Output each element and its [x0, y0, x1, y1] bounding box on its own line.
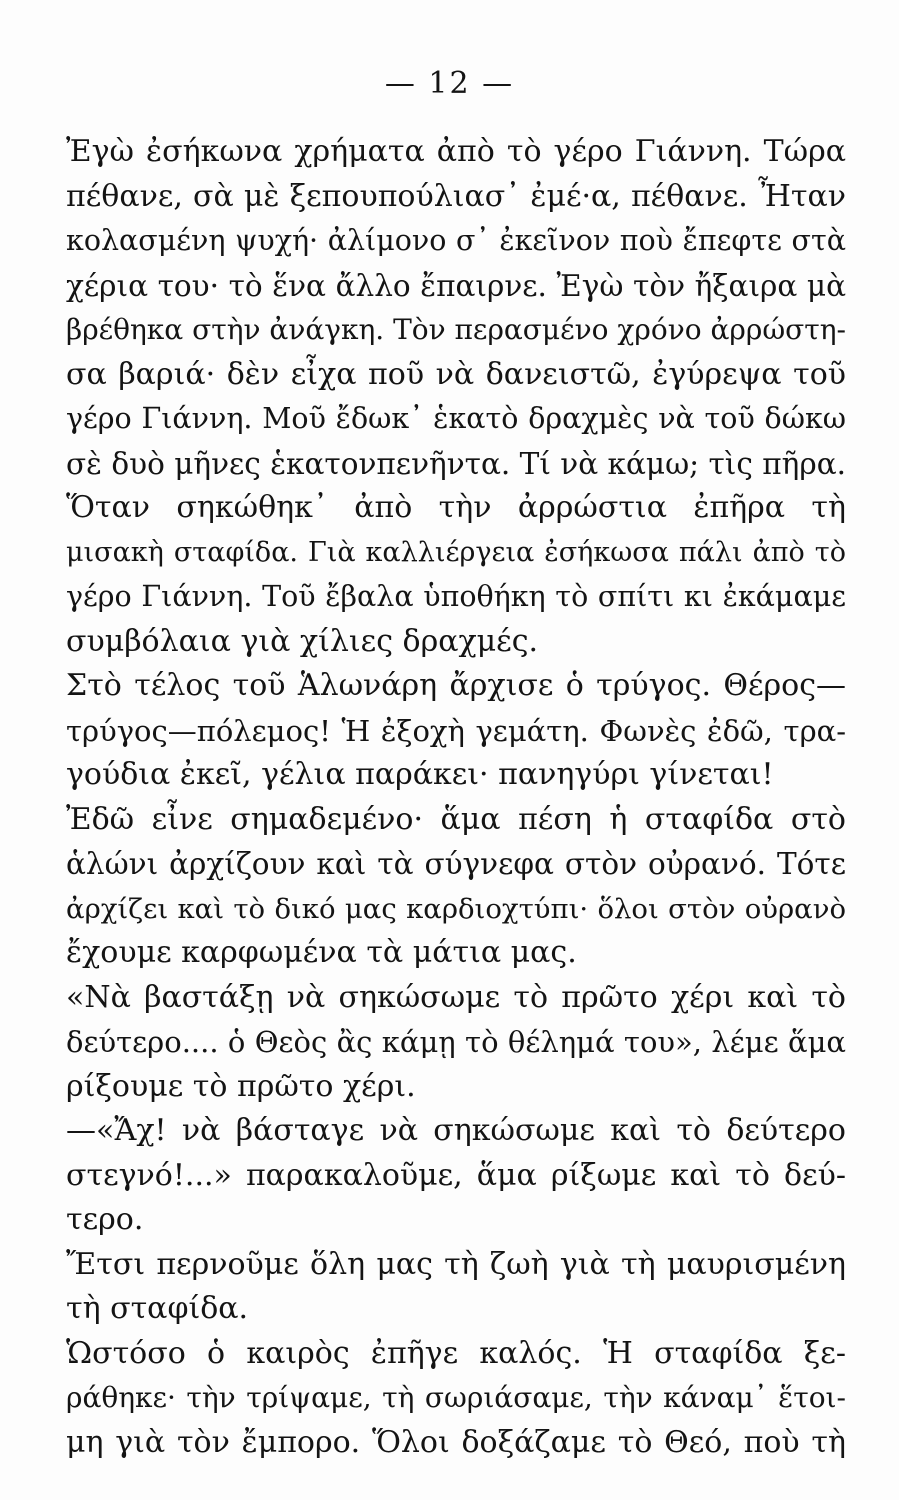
page-number: — 12 —: [384, 66, 515, 101]
text-line: Ἐδῶ εἶνε σημαδεμένο· ἅμα πέση ἡ σταφίδα στὸ: [66, 801, 846, 837]
body-text: [66, 130, 846, 1465]
text-line: μισακὴ σταφίδα. Γιὰ καλλιέργεια ἐσήκωσα πάλι ἀπὸ τὸ: [66, 536, 846, 568]
text-line: ἔχουμε καρφωμένα τὰ μάτια μας.: [66, 935, 577, 970]
text-line: —«Ἄχ! νὰ βάσταγε νὰ σηκώσωμε καὶ τὸ δεύτερο: [66, 1113, 846, 1148]
text-line: σα βαριά· δὲν εἶχα ποῦ νὰ δανειστῶ, ἐγύρεψα τοῦ: [66, 356, 846, 392]
text-line: Ὅταν σηκώθηκ᾿ ἀπὸ τὴν ἀρρώστια ἐπῆρα τὴ: [66, 490, 846, 525]
text-line: πέθανε, σὰ μὲ ξεπουπούλιασ᾿ ἐμέ·α, πέθανε. Ἦταν: [66, 178, 846, 214]
text-line: βρέθηκα στὴν ἀνάγκη. Τὸν περασμένο χρόνο ἀρρώστη-: [66, 313, 846, 346]
text-line: ράθηκε· τὴν τρίψαμε, τὴ σωριάσαμε, τὴν κάναμ᾿ ἕτοι-: [66, 1381, 846, 1414]
text-line: στεγνό!...» παρακαλοῦμε, ἅμα ρίξωμε καὶ τὸ δεύ-: [66, 1157, 846, 1193]
text-line: Στὸ τέλος τοῦ Ἁλωνάρη ἄρχισε ὁ τρύγος. Θέρος—: [66, 668, 846, 703]
text-line: μη γιὰ τὸν ἔμπορο. Ὅλοι δοξάζαμε τὸ Θεό, ποὺ τὴ: [66, 1424, 846, 1460]
text-line: γούδια ἐκεῖ, γέλια παράκει· πανηγύρι γίνεται!: [66, 757, 774, 792]
text-line: δεύτερο.... ὁ Θεὸς ἂς κάμῃ τὸ θέλημά του», λέμε ἅμα: [66, 1025, 846, 1059]
text-line: χέρια του· τὸ ἕνα ἄλλο ἔπαιρνε. Ἐγὼ τὸν ἤξαιρα μὰ: [66, 268, 846, 303]
text-line: κολασμένη ψυχή· ἀλίμονο σ᾿ ἐκεῖνον ποὺ ἔπεφτε στὰ: [66, 224, 846, 257]
text-line: ἁλώνι ἀρχίζουν καὶ τὰ σύγνεφα στὸν οὐρανό. Τότε: [66, 847, 846, 881]
text-line: Ἔτσι περνοῦμε ὅλη μας τὴ ζωὴ γιὰ τὴ μαυρισμένη: [66, 1246, 846, 1282]
text-line: τρύγος—πόλεμος! Ἡ ἐξοχὴ γεμάτη. Φωνὲς ἐδῶ, τρα-: [66, 713, 846, 748]
text-line: συμβόλαια γιὰ χίλιες δραχμές.: [66, 623, 539, 659]
text-line: «Νὰ βαστάξῃ νὰ σηκώσωμε τὸ πρῶτο χέρι καὶ τὸ: [66, 979, 846, 1015]
text-line: ἀρχίζει καὶ τὸ δικό μας καρδιοχτύπι· ὅλοι στὸν οὐρανὸ: [66, 892, 846, 925]
text-line: τερο.: [66, 1202, 144, 1237]
text-line: Ὡστόσο ὁ καιρὸς ἐπῆγε καλός. Ἡ σταφίδα ξε-: [66, 1335, 846, 1371]
text-line: τὴ σταφίδα.: [66, 1291, 249, 1326]
text-line: σὲ δυὸ μῆνες ἑκατονπενῆντα. Τί νὰ κάμω; τὶς πῆρα.: [66, 446, 846, 481]
text-line: ρίξουμε τὸ πρῶτο χέρι.: [66, 1068, 416, 1104]
text-line: Ἐγὼ ἐσήκωνα χρήματα ἀπὸ τὸ γέρο Γιάννη. Τώρα: [66, 134, 846, 169]
text-line: γέρο Γιάννη. Μοῦ ἔδωκ᾿ ἑκατὸ δραχμὲς νὰ τοῦ δώκω: [66, 402, 846, 435]
text-line: γέρο Γιάννη. Τοῦ ἔβαλα ὑποθήκη τὸ σπίτι κι ἐκάμαμε: [66, 580, 846, 613]
